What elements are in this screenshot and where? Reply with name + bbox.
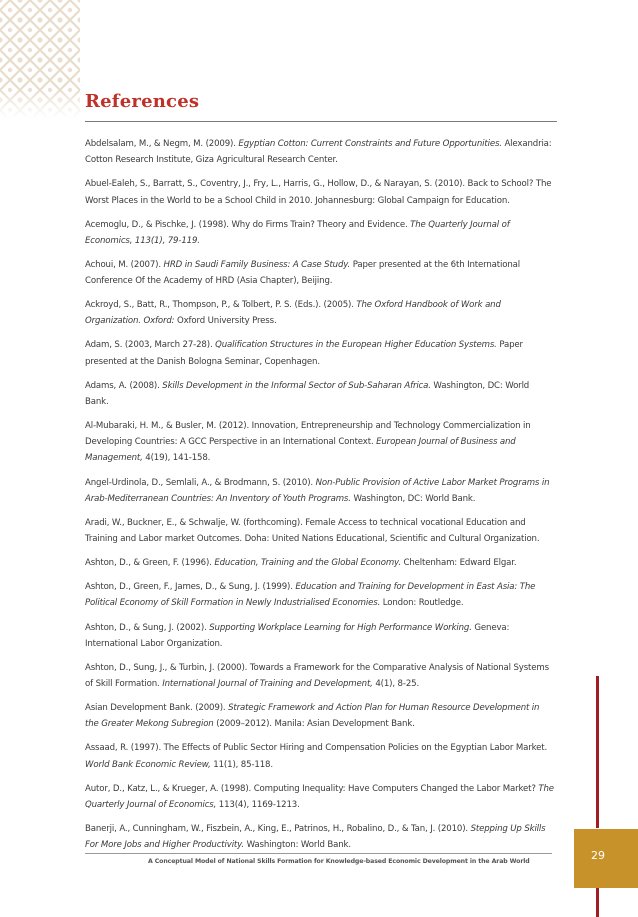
page-number: 29 [591, 849, 605, 862]
reference-text: Acemoglu, D., & Pischke, J. (1998). Why do Firms Train? Theory and Evidence. [85, 219, 411, 230]
reference-entry [85, 700, 555, 732]
reference-entry [85, 217, 555, 249]
reference-text: Paper presented at the 6th International Conference Of the Academy of HRD (Asia Chapter), Beijing. [85, 259, 520, 287]
reference-entry [85, 740, 555, 772]
reference-list [85, 136, 555, 861]
reference-text: Al-Mubaraki, H. M., & Busler, M. (2012). Innovation, Entrepreneurship and Technology Commercialization in Developing Countries: A GCC Perspective in an International Context. [85, 421, 531, 448]
reference-text: Washington: World Bank. [244, 840, 351, 851]
reference-italic: The Quarterly Journal of Economics, [85, 783, 554, 810]
reference-italic: Education, Training and the Global Economy. [214, 558, 401, 569]
reference-entry [85, 378, 555, 410]
reference-text: Abuel-Ealeh, S., Barratt, S., Coventry, J., Fry, L., Harris, G., Hollow, D., & Narayan, S. (2010). Back to School? The Worst Places in the World to be a School Child in 2010. Johannesburg: Global Campaign for Education. [85, 179, 552, 206]
reference-text: Alexandria: Cotton Research Institute, Giza Agricultural Research Center. [85, 139, 552, 166]
reference-entry [85, 136, 555, 168]
reference-entry [85, 579, 555, 611]
reference-text: 4(19), 141-158. [142, 453, 211, 464]
reference-text: Washington, DC: World Bank. [85, 380, 530, 407]
reference-text: 4(1), 8-25. [372, 679, 420, 690]
reference-entry [85, 555, 555, 571]
footer-title: A Conceptual Model of National Skills Formation for Knowledge-based Economic Development in the Arab World [148, 858, 530, 865]
reference-text: Aradi, W., Buckner, E., & Schwalje, W. (forthcoming). Female Access to technical vocational Education and Training and Labor market Outcomes. Doha: United Nations Educational, Scientific and Cultural Organization. [85, 517, 540, 545]
reference-entry [85, 418, 555, 467]
reference-text: Ashton, D., Green, F., James, D., & Sung, J. (1999). [85, 582, 296, 593]
reference-text: Oxford University Press. [174, 316, 277, 327]
reference-text: Achoui, M. (2007). [85, 259, 164, 270]
reference-text: Autor, D., Katz, L., & Krueger, A. (1998). Computing Inequality: Have Computers Changed the Labor Market? [85, 783, 539, 794]
reference-entry [85, 660, 555, 692]
reference-italic: Egyptian Cotton: Current Constraints and Future Opportunities. [238, 139, 502, 149]
reference-text: Cheltenham: Edward Elgar. [400, 558, 517, 569]
reference-italic: International Journal of Training and Development, [162, 679, 373, 690]
reference-entry [85, 781, 555, 813]
reference-entry [85, 620, 555, 652]
heading-divider [85, 121, 557, 122]
reference-italic: Stepping Up Skills For More Jobs and Higher Productivity. [85, 824, 546, 851]
reference-text: Abdelsalam, M., & Negm, M. (2009). [85, 139, 239, 149]
reference-text: Angel-Urdinola, D., Semlali, A., & Brodmann, S. (2010). [85, 477, 316, 488]
reference-text: Ashton, D., & Sung, J. (2002). [85, 622, 210, 633]
reference-italic: HRD in Saudi Family Business: A Case Study. [163, 259, 351, 270]
reference-text: 11(1), 85-118. [210, 759, 273, 770]
reference-text: (2009–2012). Manila: Asian Development Bank. [213, 719, 415, 730]
reference-italic: The Oxford Handbook of Work and Organization. Oxford: [85, 300, 501, 327]
reference-entry [85, 337, 555, 369]
reference-italic: World Bank Economic Review, [85, 759, 211, 770]
accent-bar-bottom [596, 888, 599, 917]
reference-italic: The Quarterly Journal of Economics, 113(1), 79-119. [85, 219, 510, 246]
reference-text: Adam, S. (2003, March 27-28). [85, 340, 216, 351]
reference-entry [85, 297, 555, 329]
reference-entry [85, 515, 555, 547]
reference-entry [85, 176, 555, 208]
reference-text: Banerji, A., Cunningham, W., Fiszbein, A., King, E., Patrinos, H., Robalino, D., & Tan, J. (2010). [85, 824, 471, 835]
page-heading: References [85, 91, 200, 112]
reference-italic: Qualification Structures in the European Higher Education Systems. [215, 340, 497, 351]
decorative-pattern [0, 0, 80, 118]
reference-text: Washington, DC: World Bank. [350, 493, 476, 504]
reference-italic: Skills Development in the Informal Sector of Sub-Saharan Africa. [162, 380, 431, 391]
accent-bar-top [596, 676, 599, 828]
reference-italic: Supporting Workplace Learning for High Performance Working. [209, 622, 472, 633]
reference-text: 113(4), 1169-1213. [216, 799, 300, 810]
reference-text: Assaad, R. (1997). The Effects of Public Sector Hiring and Compensation Policies on the Egyptian Labor Market. [85, 743, 548, 754]
reference-text: London: Routledge. [380, 598, 464, 609]
reference-text: Ashton, D., Sung, J., & Turbin, J. (2000). Towards a Framework for the Comparative Analysis of National Systems of Skill Formation. [85, 662, 549, 690]
reference-text: Ackroyd, S., Batt, R., Thompson, P., & Tolbert, P. S. (Eds.). (2005). [85, 300, 357, 311]
pattern-svg [0, 0, 80, 118]
reference-entry [85, 475, 555, 507]
reference-italic: Non-Public Provision of Active Labor Market Programs in Arab-Mediterranean Countries: An Inventory of Youth Programs. [85, 477, 550, 504]
reference-text: Geneva: International Labor Organization. [85, 622, 510, 649]
reference-italic: European Journal of Business and Management, [85, 437, 516, 464]
reference-entry [85, 257, 555, 289]
reference-entry [85, 821, 555, 853]
reference-text: Adams, A. (2008). [85, 380, 163, 391]
reference-text: Paper presented at the Danish Bologna Seminar, Copenhagen. [85, 340, 523, 367]
footer-divider [85, 853, 552, 854]
reference-italic: Education and Training for Development in East Asia: The Political Economy of Skill Formation in Newly Industrialised Economies. [85, 582, 536, 609]
reference-italic: Strategic Framework and Action Plan for Human Resource Development in the Greater Mekong Subregion [85, 703, 540, 730]
reference-text: Ashton, D., & Green, F. (1996). [85, 558, 215, 569]
reference-text: Asian Development Bank. (2009). [85, 703, 229, 714]
